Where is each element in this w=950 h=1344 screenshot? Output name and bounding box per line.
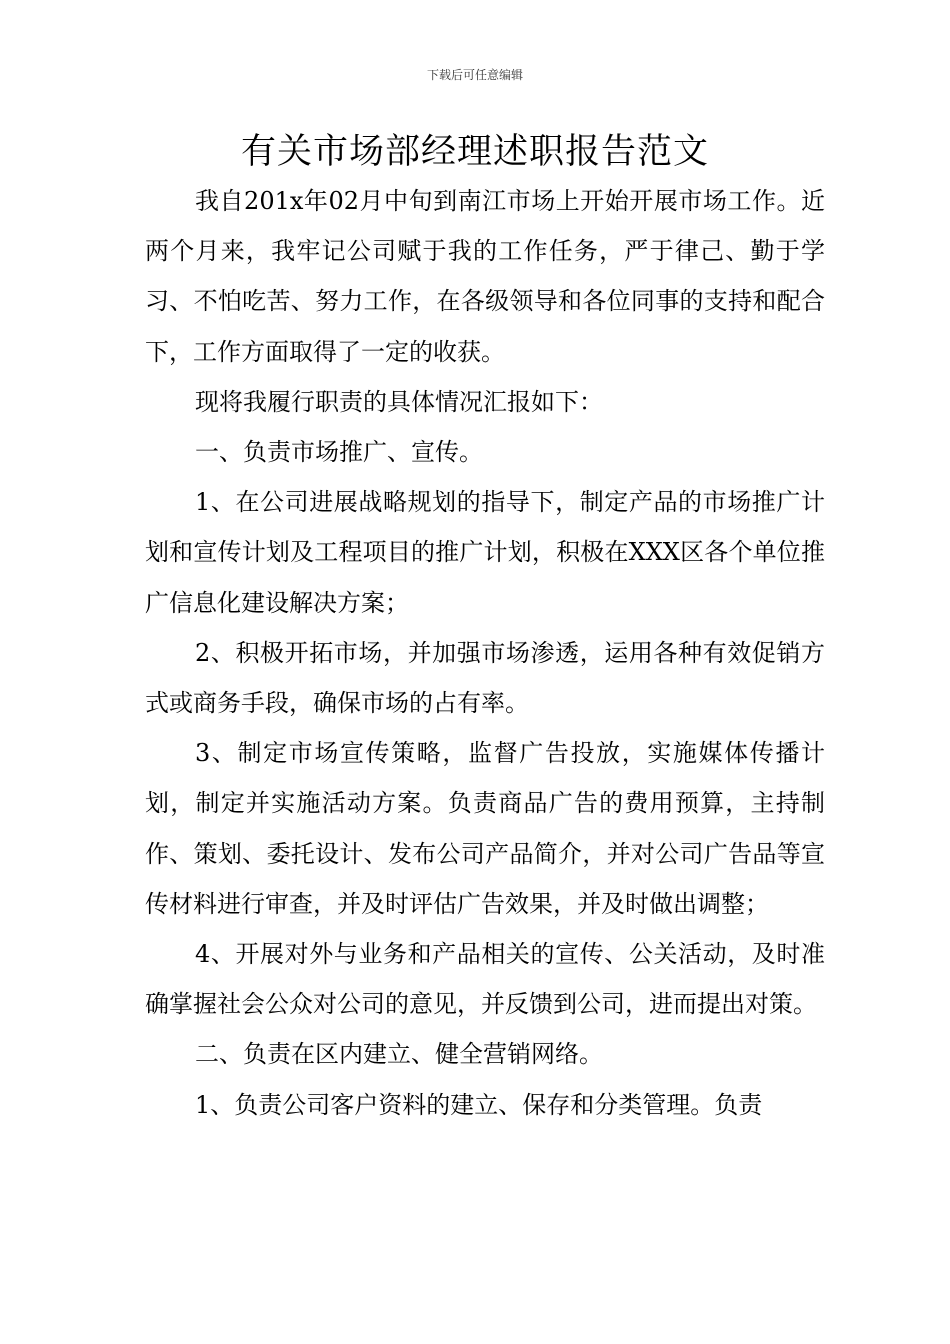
- section-heading: 一、负责市场推广、宣传。: [195, 438, 483, 467]
- section-heading: 二、负责在区内建立、健全营销网络。: [195, 1040, 603, 1069]
- paragraph: 1、在公司进展战略规划的指导下，制定产品的市场推广计划和宣传计划及工程项目的推广计划，积极在XXX区各个单位推广信息化建设解决方案；: [145, 488, 825, 617]
- document-title: 有关市场部经理述职报告范文: [240, 132, 709, 172]
- paragraph: 我自201x年02月中旬到南江市场上开始开展市场工作。近两个月来，我牢记公司赋于我的工作任务，严于律己、勤于学习、不怕吃苦、努力工作，在各级领导和各位同事的支持和配合下，工作方面取得了一定的收获。: [145, 187, 825, 366]
- header-note: 下载后可任意编辑: [426, 68, 523, 82]
- paragraph: 3、制定市场宣传策略，监督广告投放，实施媒体传播计划，制定并实施活动方案。负责商品广告的费用预算，主持制作、策划、委托设计、发布公司产品简介，并对公司广告品等宣传材料进行审查，并及时评估广告效果，并及时做出调整；: [145, 739, 825, 918]
- paragraph: 现将我履行职责的具体情况汇报如下：: [195, 387, 603, 416]
- document-body: [145, 176, 825, 1130]
- paragraph: 4、开展对外与业务和产品相关的宣传、公关活动，及时准确掌握社会公众对公司的意见，并反馈到公司，进而提出对策。: [145, 940, 825, 1019]
- paragraph: 2、积极开拓市场，并加强市场渗透，运用各种有效促销方式或商务手段，确保市场的占有率。: [145, 638, 825, 718]
- paragraph: 1、负责公司客户资料的建立、保存和分类管理。负责: [195, 1090, 763, 1119]
